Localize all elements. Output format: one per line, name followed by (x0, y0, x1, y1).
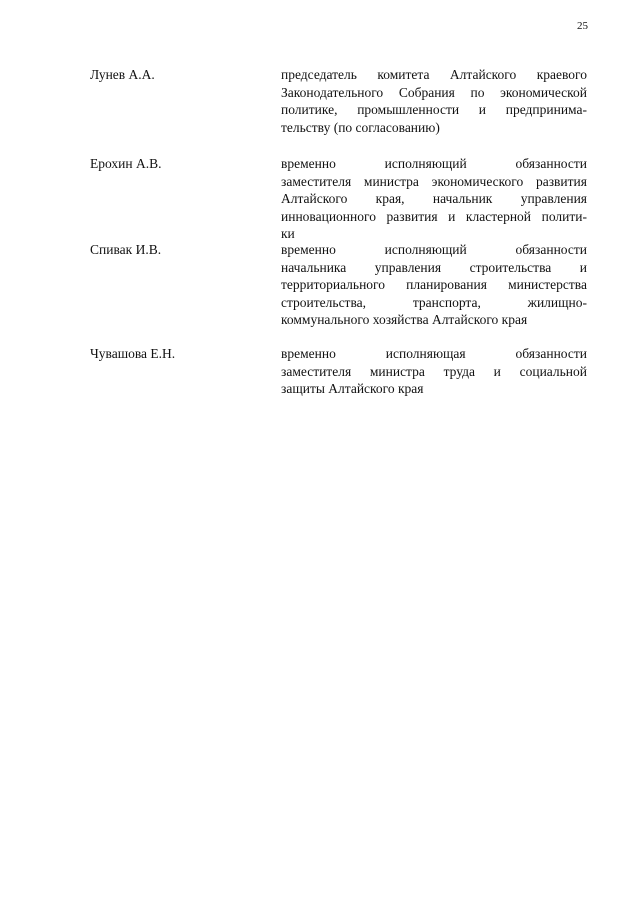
role-line: временно исполняющая обязанности (281, 346, 587, 361)
role-line: Алтайского края, начальник управления (281, 191, 587, 206)
role-line: политике, промышленности и предпринима- (281, 102, 587, 117)
role-line: защиты Алтайского края (281, 381, 424, 396)
member-name: Лунев А.А. (90, 67, 155, 82)
member-name: Ерохин А.В. (90, 156, 162, 171)
role-line: территориального планирования министерства (281, 277, 587, 292)
member-name: Чувашова Е.Н. (90, 346, 176, 361)
member-name: Спивак И.В. (90, 242, 162, 257)
role-line: временно исполняющий обязанности (281, 156, 587, 171)
role-line: коммунального хозяйства Алтайского края (281, 312, 528, 327)
role-line: председатель комитета Алтайского краевого (281, 67, 587, 82)
role-line: инновационного развития и кластерной полити- (281, 208, 587, 224)
role-line: строительства, транспорта, жилищно- (281, 294, 587, 310)
member-role (281, 66, 587, 136)
role-line: Законодательного Собрания по экономической (281, 84, 587, 100)
page-number: 25 (577, 20, 588, 32)
member-role (281, 345, 587, 398)
role-line: заместителя министра экономического развития (281, 173, 587, 189)
member-role (281, 241, 587, 329)
role-line: начальника управления строительства и (281, 259, 587, 275)
role-line: ки (281, 226, 295, 241)
role-line: тельству (по согласованию) (281, 119, 440, 135)
role-line: заместителя министра труда и социальной (281, 363, 587, 379)
role-line: временно исполняющий обязанности (281, 242, 587, 257)
member-role (281, 155, 587, 243)
